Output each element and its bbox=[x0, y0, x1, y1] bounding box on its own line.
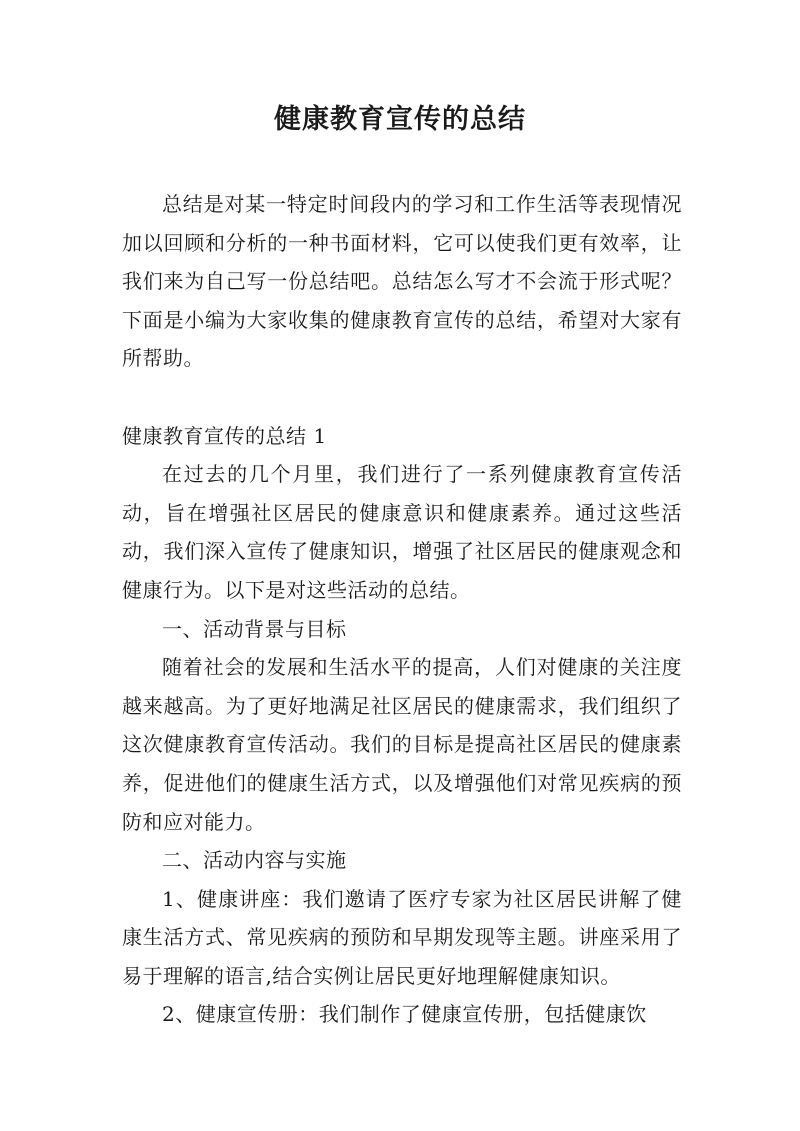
paragraph-background: 随着社会的发展和生活水平的提高，人们对健康的关注度越来越高。为了更好地满足社区居民的健康需求，我们组织了这次健康教育宣传活动。我们的目标是提高社区居民的健康素养，促进他们的健康生活方式，以及增强他们对常见疾病的预防和应对能力。 bbox=[122, 655, 682, 834]
document-title: 健康教育宣传的总结 bbox=[274, 104, 526, 135]
subheading-background: 一、活动背景与目标 bbox=[162, 616, 347, 641]
paragraph-overview: 在过去的几个月里，我们进行了一系列健康教育宣传活动，旨在增强社区居民的健康意识和健康素养。通过这些活动，我们深入宣传了健康知识，增强了社区居民的健康观念和健康行为。以下是对这些活动的总结。 bbox=[122, 462, 682, 602]
blank-line bbox=[122, 378, 682, 417]
list-item-brochure: 2、健康宣传册：我们制作了健康宣传册，包括健康饮 bbox=[162, 1002, 647, 1027]
document-body bbox=[122, 185, 682, 1034]
list-item-lecture: 1、健康讲座：我们邀请了医疗专家为社区居民讲解了健康生活方式、常见疾病的预防和早期发现等主题。讲座采用了易于理解的语言,结合实例让居民更好地理解健康知识。 bbox=[122, 886, 682, 988]
section-heading: 健康教育宣传的总结 1 bbox=[122, 423, 327, 448]
intro-paragraph: 总结是对某一特定时间段内的学习和工作生活等表现情况加以回顾和分析的一种书面材料，它可以使我们更有效率，让我们来为自己写一份总结吧。总结怎么写才不会流于形式呢？下面是小编为大家收集的健康教育宣传的总结，希望对大家有所帮助。 bbox=[122, 192, 682, 371]
subheading-content: 二、活动内容与实施 bbox=[162, 848, 347, 873]
